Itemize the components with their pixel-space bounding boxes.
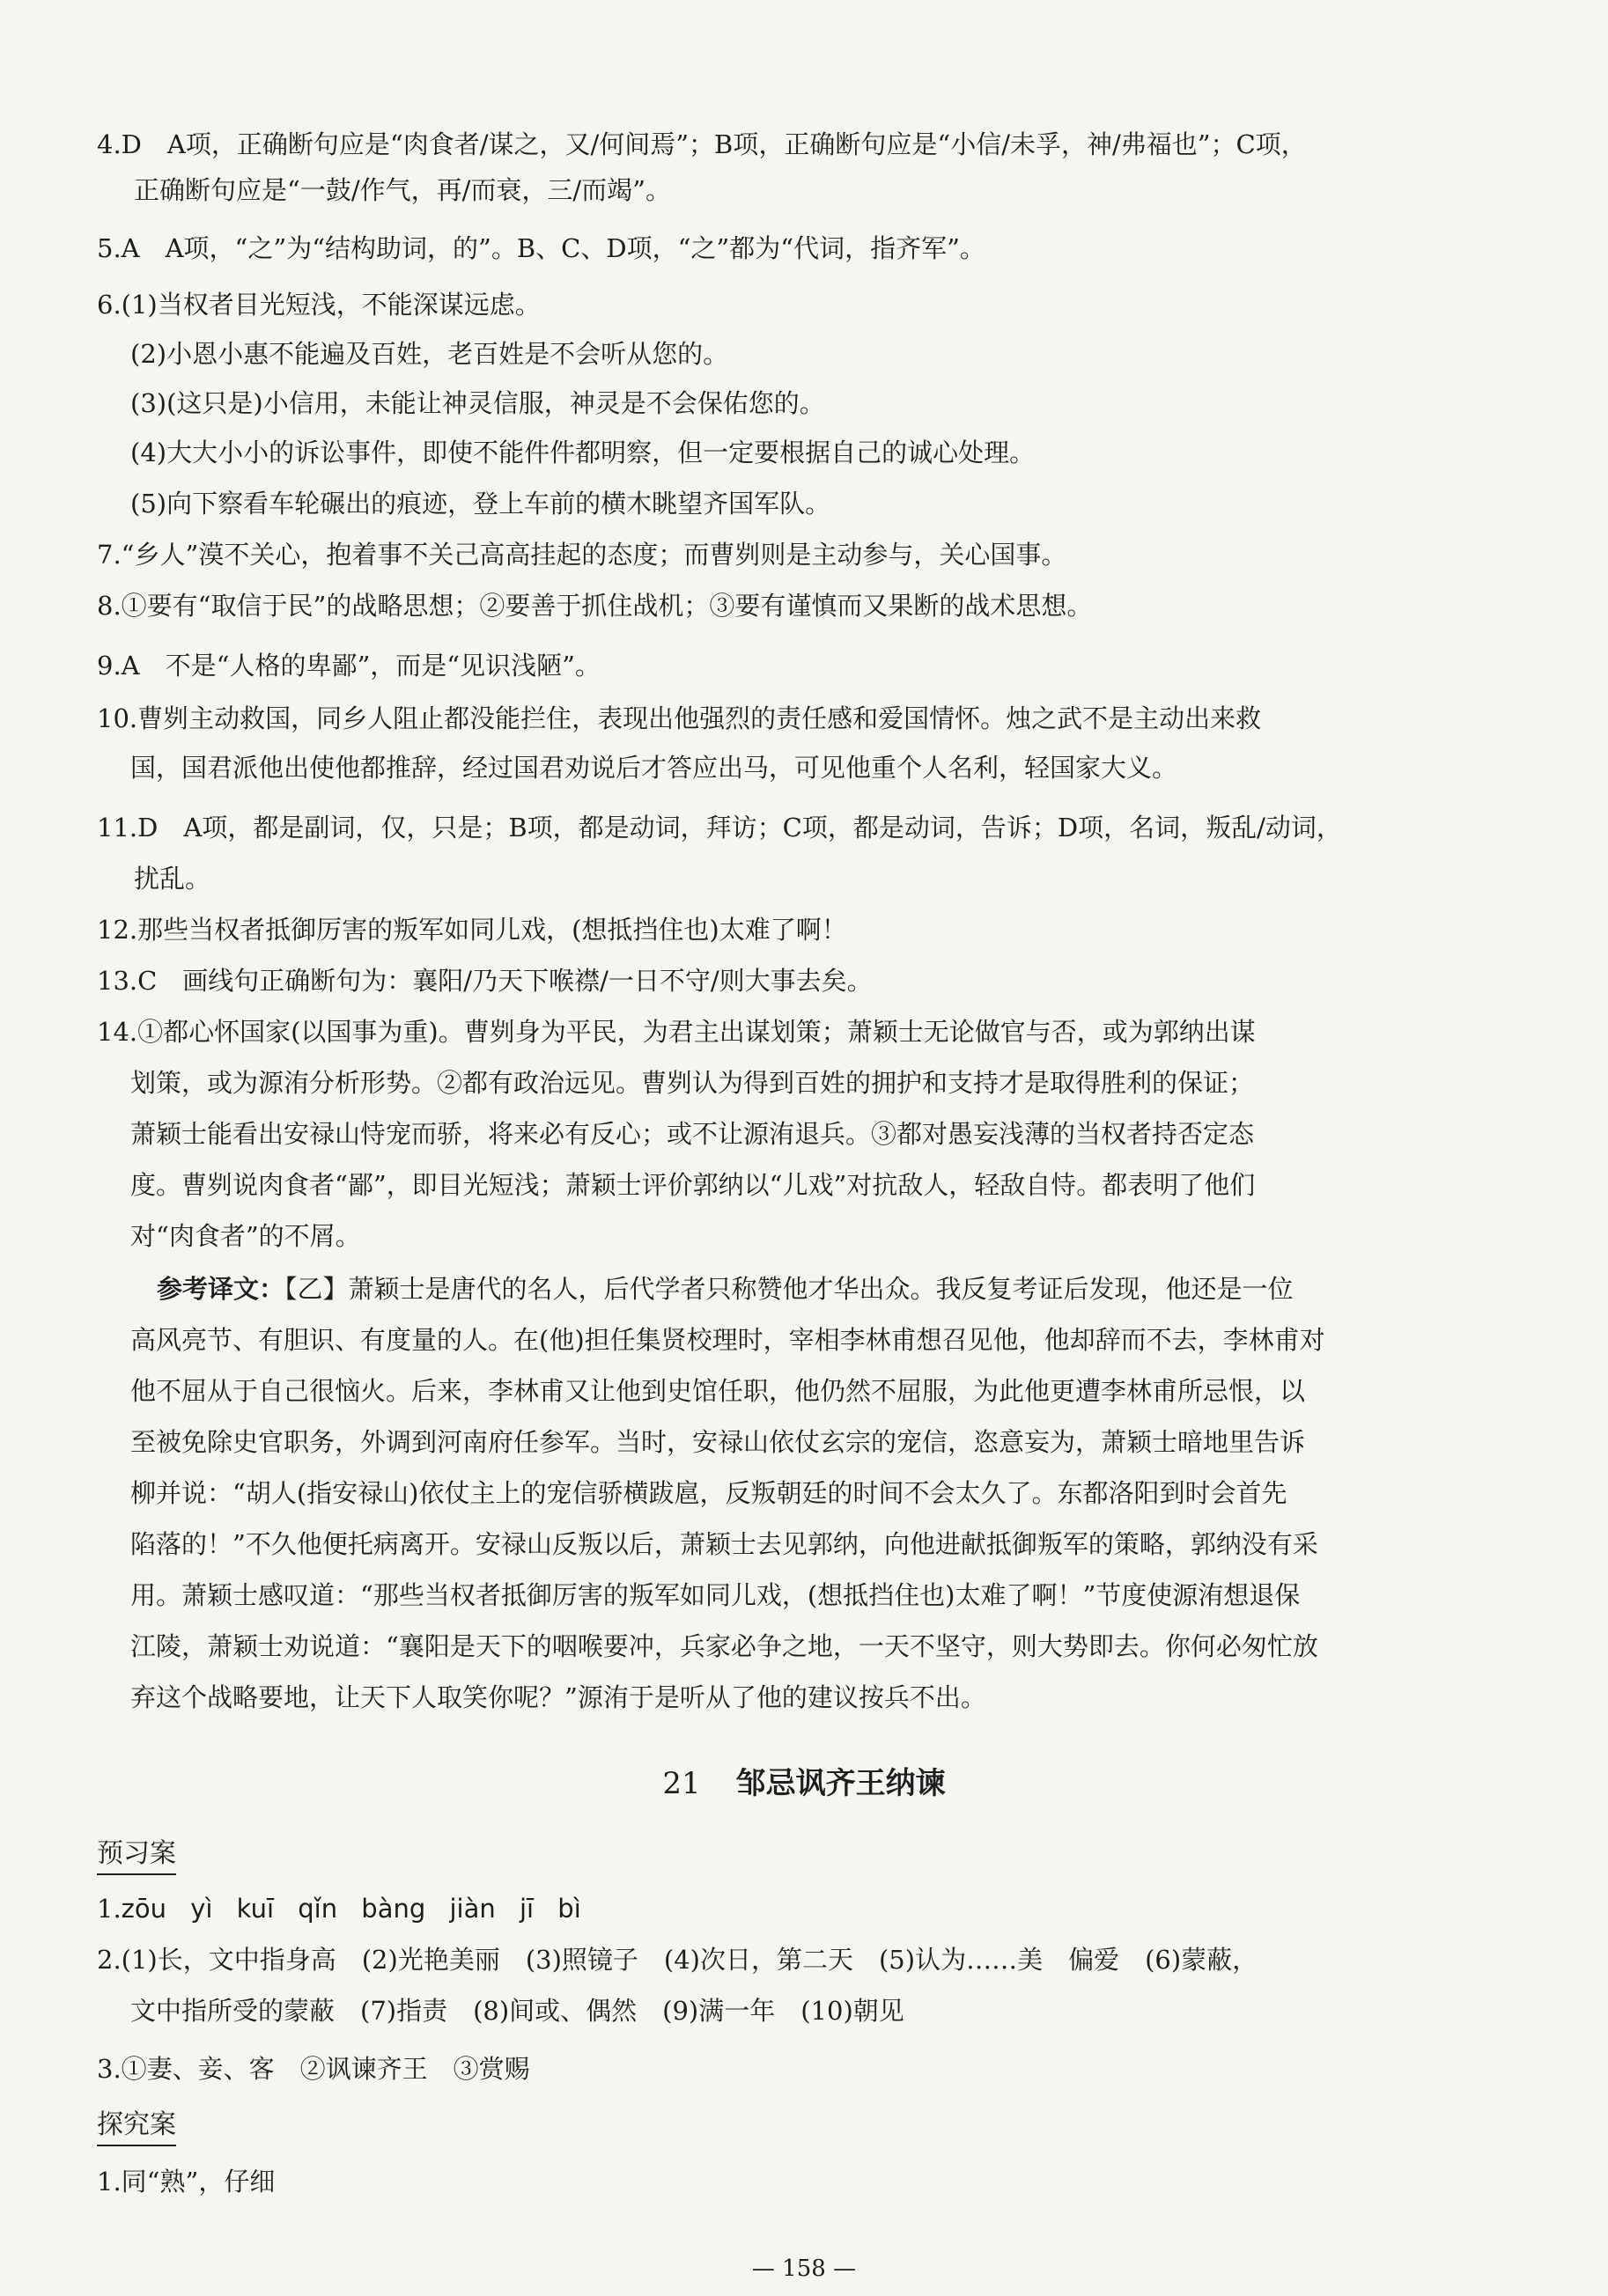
- preview-3: 3.①妻、妾、客 ②讽谏齐王 ③赏赐: [97, 2054, 530, 2084]
- preview-2-line-1: 2.(1)长，文中指身高 (2)光艳美丽 (3)照镜子 (4)次日，第二天 (5)认为……美 偏爱 (6)蒙蔽，: [97, 1945, 1258, 1975]
- reference-translation-line-2: 高风亮节、有胆识、有度量的人。在(他)担任集贤校理时，宰相李林甫想召见他，他却辞而不去，李林甫对: [130, 1325, 1325, 1355]
- section-explore-heading: 探究案: [97, 2108, 176, 2146]
- reference-translation-text: 【乙】萧颖士是唐代的名人，后代学者只称赞他才华出众。我反复考证后发现，他还是一位: [284, 1274, 1294, 1304]
- page-number: — 158 —: [751, 2256, 857, 2282]
- answer-6-1: 6.(1)当权者目光短浅，不能深谋远虑。: [97, 290, 541, 320]
- answer-14-line-3: 萧颖士能看出安禄山恃宠而骄，将来必有反心；或不让源洧退兵。③都对愚妄浅薄的当权者持否定态: [130, 1119, 1255, 1149]
- answer-14-line-2: 划策，或为源洧分析形势。②都有政治远见。曹刿认为得到百姓的拥护和支持才是取得胜利的保证；: [130, 1068, 1255, 1098]
- answer-6-3: (3)(这只是)小信用，未能让神灵信服，神灵是不会保佑您的。: [130, 388, 825, 418]
- answer-10-line-2: 国，国君派他出使他都推辞，经过国君劝说后才答应出马，可见他重个人名利，轻国家大义。: [130, 753, 1178, 783]
- answer-6-2: (2)小恩小惠不能遍及百姓，老百姓是不会听从您的。: [130, 339, 729, 369]
- preview-2-line-2: 文中指所受的蒙蔽 (7)指责 (8)间或、偶然 (9)满一年 (10)朝见: [130, 1996, 904, 2026]
- reference-translation-line-1: [157, 1271, 1608, 1306]
- answer-11-line-2: 扰乱。: [134, 864, 211, 894]
- reference-translation-line-3: 他不屈从于自己很恼火。后来，李林甫又让他到史馆任职，他仍然不屈服，为此他更遭李林甫所忌恨，以: [130, 1376, 1306, 1406]
- answer-6-4: (4)大大小小的诉讼事件，即使不能件件都明察，但一定要根据自己的诚心处理。: [130, 438, 1036, 467]
- answer-10-line-1: 10.曹刿主动救国，同乡人阻止都没能拦住，表现出他强烈的责任感和爱国情怀。烛之武不是主动出来救: [97, 703, 1262, 733]
- reference-translation-line-8: 江陵，萧颖士劝说道：“襄阳是天下的咽喉要冲，兵家必争之地，一天不坚守，则大势即去。你何必匆忙放: [130, 1631, 1318, 1661]
- lesson-name: 邹忌讽齐王纳谏: [735, 1766, 946, 1801]
- answer-14-line-5: 对“肉食者”的不屑。: [130, 1221, 361, 1251]
- lesson-title: [0, 1764, 1608, 1803]
- reference-translation-line-7: 用。萧颖士感叹道：“那些当权者抵御厉害的叛军如同儿戏，(想抵挡住也)太难了啊！”节度使源洧想退保: [130, 1580, 1301, 1610]
- reference-translation-line-5: 柳并说：“胡人(指安禄山)依仗主上的宠信骄横跋扈，反叛朝廷的时间不会太久了。东都洛阳到时会首先: [130, 1478, 1287, 1508]
- lesson-number: 21: [662, 1766, 701, 1801]
- preview-1-pinyin: zōu yì kuī qǐn bàng jiàn jī bì: [121, 1894, 581, 1924]
- reference-translation-line-4: 至被免除史官职务，外调到河南府任参军。当时，安禄山依仗玄宗的宠信，恣意妄为，萧颖士暗地里告诉: [130, 1427, 1306, 1457]
- preview-1-number: 1.: [97, 1894, 122, 1924]
- preview-1: [97, 1891, 1608, 1926]
- reference-translation-label: 参考译文：: [157, 1274, 285, 1304]
- answer-6-5: (5)向下察看车轮碾出的痕迹，登上车前的横木眺望齐国军队。: [130, 489, 831, 519]
- answer-11-line-1: 11.D A项，都是副词，仅，只是；B项，都是动词，拜访；C项，都是动词，告诉；D项，名词，叛乱/动词，: [97, 813, 1342, 843]
- answer-8: 8.①要有“取信于民”的战略思想；②要善于抓住战机；③要有谨慎而又果断的战术思想。: [97, 591, 1093, 621]
- reference-translation-line-9: 弃这个战略要地，让天下人取笑你呢？”源洧于是听从了他的建议按兵不出。: [130, 1682, 986, 1712]
- answer-4-line-2: 正确断句应是“一鼓/作气，再/而衰，三/而竭”。: [134, 175, 671, 205]
- answer-5: 5.A A项，“之”为“结构助词，的”。B、C、D项，“之”都为“代词，指齐军”。: [97, 233, 985, 263]
- section-preview-heading: 预习案: [97, 1836, 176, 1875]
- answer-7: 7.“乡人”漠不关心，抱着事不关己高高挂起的态度；而曹刿则是主动参与，关心国事。: [97, 540, 1067, 570]
- answer-12: 12.那些当权者抵御厉害的叛军如同儿戏，(想抵挡住也)太难了啊！: [97, 915, 847, 945]
- answer-9: 9.A 不是“人格的卑鄙”，而是“见识浅陋”。: [97, 651, 601, 681]
- answer-13: 13.C 画线句正确断句为：襄阳/乃天下喉襟/一日不守/则大事去矣。: [97, 966, 873, 996]
- answer-14-line-4: 度。曹刿说肉食者“鄙”，即目光短浅；萧颖士评价郭纳以“儿戏”对抗敌人，轻敌自恃。都表明了他们: [130, 1170, 1256, 1200]
- explore-1: 1.同“熟”，仔细: [97, 2167, 276, 2197]
- reference-translation-line-6: 陷落的！”不久他便托病离开。安禄山反叛以后，萧颖士去见郭纳，向他进献抵御叛军的策略，郭纳没有采: [130, 1529, 1318, 1559]
- answer-14-line-1: 14.①都心怀国家(以国事为重)。曹刿身为平民，为君主出谋划策；萧颖士无论做官与否，或为郭纳出谋: [97, 1017, 1256, 1047]
- answer-4-line-1: 4.D A项，正确断句应是“肉食者/谋之，又/何间焉”；B项，正确断句应是“小信/未孚，神/弗福也”；C项，: [97, 129, 1307, 159]
